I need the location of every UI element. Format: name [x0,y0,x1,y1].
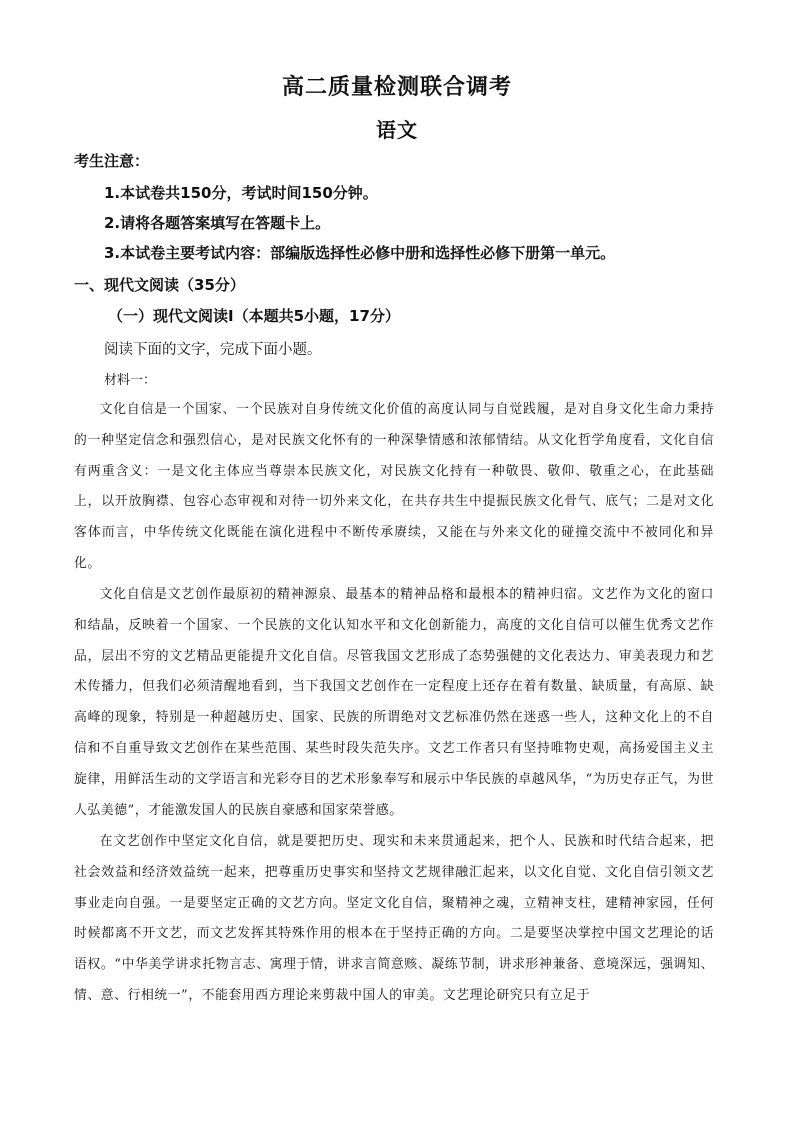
paragraph: 文化自信是一个国家、一个民族对自身传统文化价值的高度认同与自觉践履，是对自身文化生命力秉持的一种坚定信念和强烈信心，是对民族文化怀有的一种深挚情感和浓郁情结。从文化哲学角度看，文化自信有两重含义：一是文化主体应当尊崇本民族文化，对民族文化持有一种敬畏、敬仰、敬重之心，在此基础上，以开放胸襟、包容心态审视和对待一切外来文化，在共存共生中提振民族文化骨气、底气；二是对文化客体而言，中华传统文化既能在演化进程中不断传承赓续，又能在与外来文化的碰撞交流中不被同化和异化。 [74,402,714,571]
material-label: 材料一： [104,373,157,388]
paragraph: 在文艺创作中坚定文化自信，就是要把历史、现实和未来贯通起来，把个人、民族和时代结合起来，把社会效益和经济效益统一起来，把尊重历史事实和坚持文艺规律融汇起来，以文化自觉、文化自信引领文艺事业走向自强。一是要坚定正确的文艺方向。坚定文化自信，聚精神之魂，立精神支柱，建精神家园，任何时候都离不开文艺，而文艺发挥其特殊作用的根本在于坚持正确的方向。二是要坚决掌控中国文艺理论的话语权。“中华美学讲求托物言志、寓理于情，讲求言简意赅、凝练节制，讲求形神兼备、意境深远，强调知、情、意、行相统一”，不能套用西方理论来剪裁中国人的审美。文艺理论研究只有立足于 [74,834,714,1003]
notice-item: 3.本试卷主要考试内容：部编版选择性必修中册和选择性必修下册第一单元。 [104,244,616,262]
paragraph: 文化自信是文艺创作最原初的精神源泉、最基本的精神品格和最根本的精神归宿。文艺作为文化的窗口和结晶，反映着一个国家、一个民族的文化认知水平和文化创新能力，高度的文化自信可以催生优秀文艺作品，层出不穷的文艺精品更能提升文化自信。尽管我国文艺形成了态势强健的文化表达力、审美表现力和艺术传播力，但我们必须清醒地看到，当下我国文艺创作在一定程度上还存在着有数量、缺质量，有高原、缺高峰的现象，特别是一种超越历史、国家、民族的所谓绝对文艺标准仍然在迷惑一些人，这种文化上的不自信和不自重导致文艺创作在某些范围、某些时段失范失序。文艺工作者只有坚持唯物史观，高扬爱国主义主旋律，用鲜活生动的文学语言和光彩夺目的艺术形象奉写和展示中华民族的卓越风华，“为历史存正气，为世人弘美德”，才能激发国人的民族自豪感和国家荣誉感。 [74,587,714,818]
section-subheading: （一）现代文阅读Ⅰ（本题共5小题，17分） [108,307,400,325]
section-heading: 一、现代文阅读（35分） [74,276,245,294]
reading-instruction: 阅读下面的文字，完成下面小题。 [104,342,322,358]
subject-title: 语文 [376,118,418,142]
notice-label: 考生注意： [74,152,150,170]
notice-item: 2.请将各题答案填写在答题卡上。 [104,214,331,232]
page-title: 高二质量检测联合调考 [281,75,512,100]
notice-item: 1.本试卷共150分，考试时间150分钟。 [104,184,378,202]
